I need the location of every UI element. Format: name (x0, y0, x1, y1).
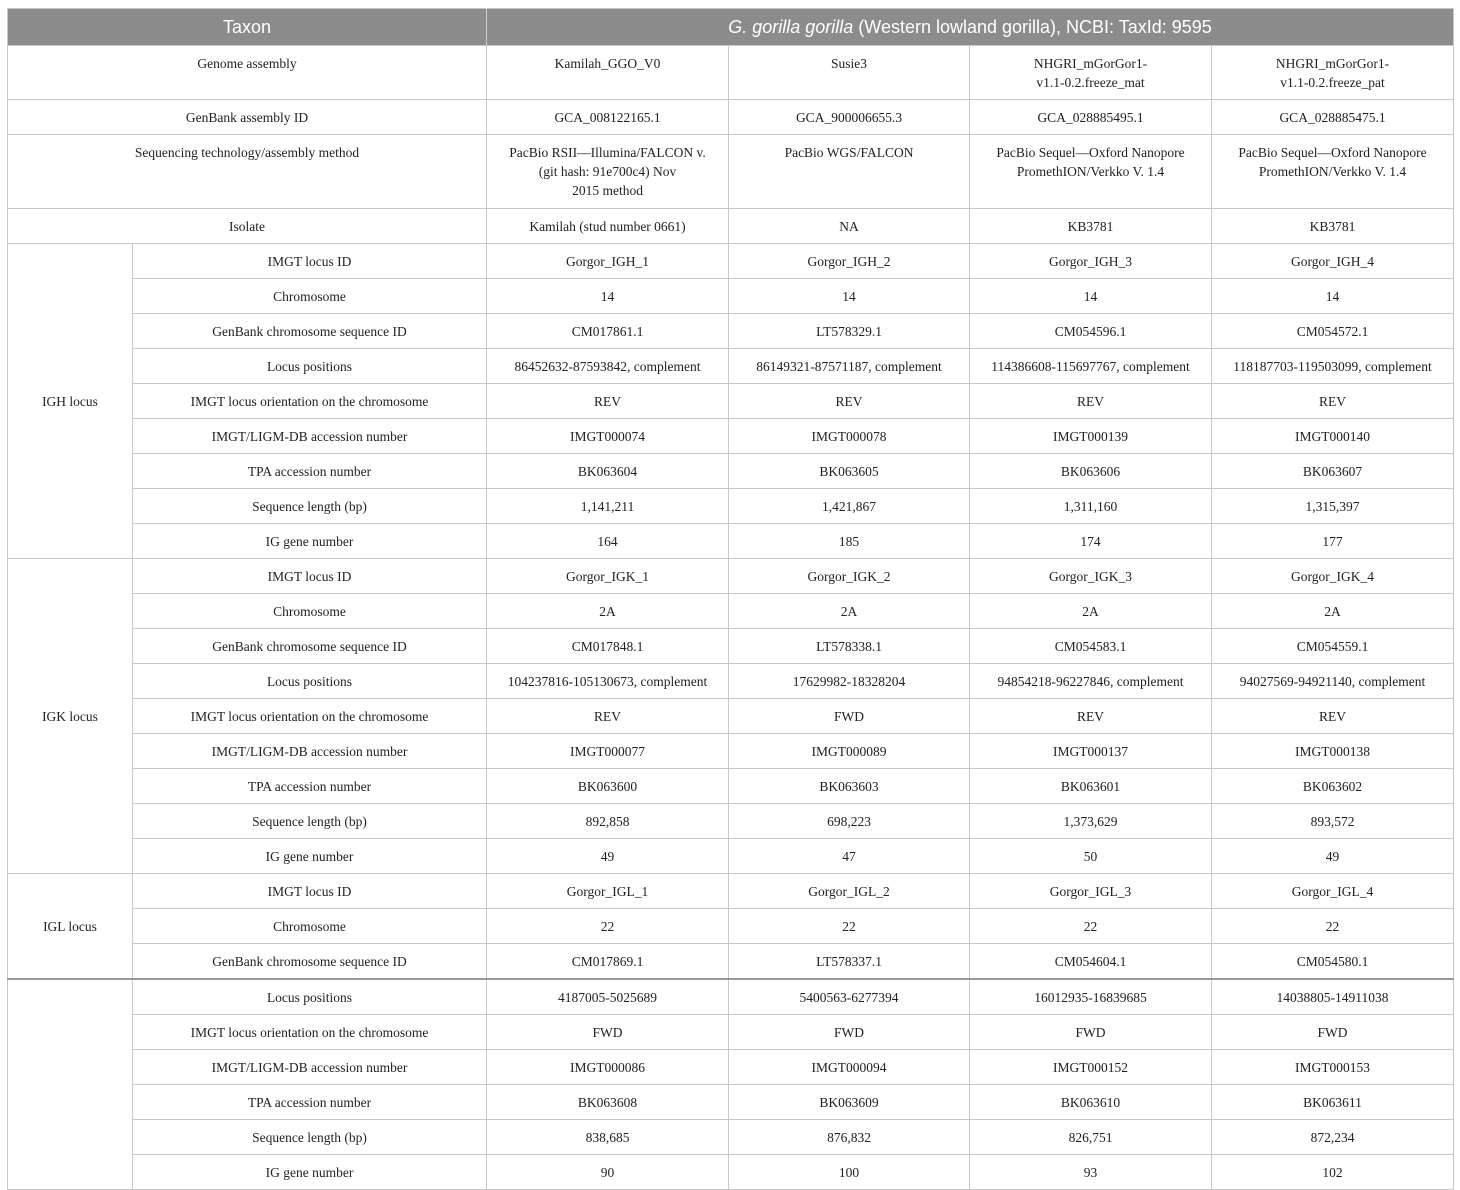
table-header-row (8, 9, 1454, 46)
row-label: Sequence length (bp) (133, 804, 487, 839)
table-cell: 892,858 (487, 804, 729, 839)
table-cell: BK063605 (729, 454, 970, 489)
table-cell: BK063600 (487, 769, 729, 804)
table-row (8, 699, 1454, 734)
table-cell: FWD (970, 1015, 1212, 1050)
table-cell: REV (729, 384, 970, 419)
table-row (8, 524, 1454, 559)
table-cell: 14 (1212, 279, 1454, 314)
table-cell: 876,832 (729, 1120, 970, 1155)
table-cell: REV (970, 384, 1212, 419)
gorilla-ig-loci-table (7, 8, 1454, 1190)
table-cell: 102 (1212, 1155, 1454, 1190)
row-label: Chromosome (133, 279, 487, 314)
table-row (8, 46, 1454, 100)
table-cell: CM054583.1 (970, 629, 1212, 664)
row-label: Locus positions (133, 349, 487, 384)
table-cell: PacBio Sequel—Oxford Nanopore PromethION/Verkko V. 1.4 (970, 135, 1212, 209)
table-cell: LT578337.1 (729, 944, 970, 980)
row-label: IMGT locus orientation on the chromosome (133, 1015, 487, 1050)
table-row (8, 979, 1454, 1015)
table-cell: 50 (970, 839, 1212, 874)
table-row (8, 594, 1454, 629)
table-row (8, 664, 1454, 699)
table-cell: 838,685 (487, 1120, 729, 1155)
row-label: IMGT locus ID (133, 244, 487, 279)
table-cell: 14 (487, 279, 729, 314)
table-cell: BK063601 (970, 769, 1212, 804)
species-header (487, 9, 1454, 46)
row-label: IG gene number (133, 1155, 487, 1190)
table-cell: BK063603 (729, 769, 970, 804)
row-label: GenBank assembly ID (8, 100, 487, 135)
table-cell: IMGT000140 (1212, 419, 1454, 454)
table-cell: FWD (729, 699, 970, 734)
table-row (8, 1155, 1454, 1190)
table-row (8, 314, 1454, 349)
table-cell: 174 (970, 524, 1212, 559)
table-cell: REV (1212, 384, 1454, 419)
table-cell: BK063607 (1212, 454, 1454, 489)
table-cell: Gorgor_IGK_4 (1212, 559, 1454, 594)
row-label: IMGT/LIGM-DB accession number (133, 419, 487, 454)
table-row (8, 734, 1454, 769)
table-cell: 1,141,211 (487, 489, 729, 524)
row-label: TPA accession number (133, 1085, 487, 1120)
table-cell: IMGT000153 (1212, 1050, 1454, 1085)
table-cell: 1,311,160 (970, 489, 1212, 524)
table-cell: 893,572 (1212, 804, 1454, 839)
table-cell: CM054572.1 (1212, 314, 1454, 349)
data-table-container (7, 8, 1453, 1190)
table-cell: IMGT000078 (729, 419, 970, 454)
table-row (8, 349, 1454, 384)
table-cell: 86149321-87571187, complement (729, 349, 970, 384)
row-label: Locus positions (133, 664, 487, 699)
table-cell: 14038805-14911038 (1212, 979, 1454, 1015)
igh-group-label: IGH locus (8, 244, 133, 559)
table-cell: 872,234 (1212, 1120, 1454, 1155)
table-cell: Kamilah (stud number 0661) (487, 209, 729, 244)
table-cell: 22 (487, 909, 729, 944)
row-label: IMGT locus orientation on the chromosome (133, 699, 487, 734)
table-cell: 118187703-119503099, complement (1212, 349, 1454, 384)
table-row (8, 279, 1454, 314)
igl-group-continuation (8, 979, 133, 1190)
table-row (8, 244, 1454, 279)
igk-group-label: IGK locus (8, 559, 133, 874)
table-cell: 94027569-94921140, complement (1212, 664, 1454, 699)
table-row (8, 384, 1454, 419)
species-details: (Western lowland gorilla), NCBI: TaxId: 9595 (853, 16, 1212, 37)
table-cell: 164 (487, 524, 729, 559)
table-cell: 1,373,629 (970, 804, 1212, 839)
table-row (8, 1085, 1454, 1120)
table-cell: IMGT000138 (1212, 734, 1454, 769)
table-cell: Gorgor_IGH_2 (729, 244, 970, 279)
table-cell: 177 (1212, 524, 1454, 559)
table-cell: KB3781 (970, 209, 1212, 244)
table-cell: BK063608 (487, 1085, 729, 1120)
table-cell: NHGRI_mGorGor1- v1.1-0.2.freeze_mat (970, 46, 1212, 100)
igl-group-label: IGL locus (8, 874, 133, 980)
row-label: Locus positions (133, 979, 487, 1015)
row-label: Chromosome (133, 594, 487, 629)
table-cell: IMGT000094 (729, 1050, 970, 1085)
table-cell: 86452632-87593842, complement (487, 349, 729, 384)
row-label: Sequence length (bp) (133, 489, 487, 524)
row-label: GenBank chromosome sequence ID (133, 314, 487, 349)
table-cell: 16012935-16839685 (970, 979, 1212, 1015)
row-label: IG gene number (133, 839, 487, 874)
table-cell: 49 (487, 839, 729, 874)
table-cell: 93 (970, 1155, 1212, 1190)
table-row (8, 100, 1454, 135)
table-cell: Kamilah_GGO_V0 (487, 46, 729, 100)
row-label: TPA accession number (133, 454, 487, 489)
table-cell: 14 (970, 279, 1212, 314)
table-cell: 1,315,397 (1212, 489, 1454, 524)
table-cell: 185 (729, 524, 970, 559)
table-cell: NA (729, 209, 970, 244)
table-cell: 114386608-115697767, complement (970, 349, 1212, 384)
table-cell: IMGT000077 (487, 734, 729, 769)
table-cell: CM017869.1 (487, 944, 729, 980)
table-cell: GCA_900006655.3 (729, 100, 970, 135)
table-cell: Gorgor_IGH_3 (970, 244, 1212, 279)
table-cell: 49 (1212, 839, 1454, 874)
table-cell: BK063610 (970, 1085, 1212, 1120)
table-row (8, 839, 1454, 874)
table-cell: 22 (1212, 909, 1454, 944)
table-cell: Susie3 (729, 46, 970, 100)
table-row (8, 559, 1454, 594)
table-cell: Gorgor_IGH_4 (1212, 244, 1454, 279)
table-cell: 2A (729, 594, 970, 629)
table-row (8, 629, 1454, 664)
table-row (8, 769, 1454, 804)
table-cell: GCA_028885475.1 (1212, 100, 1454, 135)
row-label: GenBank chromosome sequence ID (133, 629, 487, 664)
table-row (8, 209, 1454, 244)
table-body (8, 46, 1454, 1190)
table-cell: BK063611 (1212, 1085, 1454, 1120)
table-cell: 1,421,867 (729, 489, 970, 524)
table-cell: 826,751 (970, 1120, 1212, 1155)
row-label: Isolate (8, 209, 487, 244)
row-label: Genome assembly (8, 46, 487, 100)
table-cell: 94854218-96227846, complement (970, 664, 1212, 699)
table-cell: FWD (729, 1015, 970, 1050)
table-cell: REV (970, 699, 1212, 734)
table-cell: REV (487, 384, 729, 419)
row-label: GenBank chromosome sequence ID (133, 944, 487, 980)
table-cell: CM054580.1 (1212, 944, 1454, 980)
table-cell: GCA_008122165.1 (487, 100, 729, 135)
table-cell: 698,223 (729, 804, 970, 839)
table-cell: 2A (970, 594, 1212, 629)
species-name-italic: G. gorilla gorilla (728, 16, 854, 37)
row-label: IMGT locus orientation on the chromosome (133, 384, 487, 419)
table-cell: Gorgor_IGK_1 (487, 559, 729, 594)
table-cell: 22 (729, 909, 970, 944)
table-cell: 4187005-5025689 (487, 979, 729, 1015)
table-cell: PacBio Sequel—Oxford Nanopore PromethION/Verkko V. 1.4 (1212, 135, 1454, 209)
table-row (8, 419, 1454, 454)
row-label: IMGT/LIGM-DB accession number (133, 734, 487, 769)
table-row (8, 804, 1454, 839)
row-label: IMGT locus ID (133, 559, 487, 594)
table-cell: IMGT000139 (970, 419, 1212, 454)
table-row (8, 454, 1454, 489)
table-cell: 100 (729, 1155, 970, 1190)
row-label: Sequencing technology/assembly method (8, 135, 487, 209)
table-row (8, 909, 1454, 944)
table-cell: Gorgor_IGK_3 (970, 559, 1212, 594)
table-row (8, 874, 1454, 909)
table-cell: IMGT000137 (970, 734, 1212, 769)
row-label: Sequence length (bp) (133, 1120, 487, 1155)
table-cell: Gorgor_IGH_1 (487, 244, 729, 279)
table-row (8, 1050, 1454, 1085)
table-row (8, 1120, 1454, 1155)
table-cell: 22 (970, 909, 1212, 944)
table-row (8, 489, 1454, 524)
table-cell: FWD (1212, 1015, 1454, 1050)
table-cell: LT578329.1 (729, 314, 970, 349)
table-cell: REV (487, 699, 729, 734)
table-cell: CM054559.1 (1212, 629, 1454, 664)
table-cell: IMGT000152 (970, 1050, 1212, 1085)
table-cell: NHGRI_mGorGor1- v1.1-0.2.freeze_pat (1212, 46, 1454, 100)
table-cell: CM054596.1 (970, 314, 1212, 349)
table-cell: KB3781 (1212, 209, 1454, 244)
table-cell: LT578338.1 (729, 629, 970, 664)
table-cell: IMGT000074 (487, 419, 729, 454)
table-cell: 47 (729, 839, 970, 874)
table-cell: Gorgor_IGL_1 (487, 874, 729, 909)
taxon-header: Taxon (8, 9, 487, 46)
table-cell: 5400563-6277394 (729, 979, 970, 1015)
table-row (8, 1015, 1454, 1050)
table-cell: BK063602 (1212, 769, 1454, 804)
row-label: IMGT locus ID (133, 874, 487, 909)
row-label: IG gene number (133, 524, 487, 559)
table-cell: CM017848.1 (487, 629, 729, 664)
table-cell: Gorgor_IGL_3 (970, 874, 1212, 909)
table-cell: CM017861.1 (487, 314, 729, 349)
table-cell: Gorgor_IGL_2 (729, 874, 970, 909)
table-cell: REV (1212, 699, 1454, 734)
row-label: TPA accession number (133, 769, 487, 804)
table-cell: 104237816-105130673, complement (487, 664, 729, 699)
table-cell: GCA_028885495.1 (970, 100, 1212, 135)
table-cell: BK063606 (970, 454, 1212, 489)
table-cell: IMGT000089 (729, 734, 970, 769)
table-cell: CM054604.1 (970, 944, 1212, 980)
table-cell: 17629982-18328204 (729, 664, 970, 699)
table-cell: Gorgor_IGK_2 (729, 559, 970, 594)
table-row (8, 135, 1454, 209)
table-cell: PacBio WGS/FALCON (729, 135, 970, 209)
table-row (8, 944, 1454, 980)
table-cell: 2A (1212, 594, 1454, 629)
row-label: Chromosome (133, 909, 487, 944)
table-cell: PacBio RSII—Illumina/FALCON v. (git hash: 91e700c4) Nov 2015 method (487, 135, 729, 209)
table-cell: 2A (487, 594, 729, 629)
row-label: IMGT/LIGM-DB accession number (133, 1050, 487, 1085)
table-cell: BK063604 (487, 454, 729, 489)
table-cell: BK063609 (729, 1085, 970, 1120)
table-cell: 90 (487, 1155, 729, 1190)
table-cell: 14 (729, 279, 970, 314)
table-cell: Gorgor_IGL_4 (1212, 874, 1454, 909)
table-cell: IMGT000086 (487, 1050, 729, 1085)
table-cell: FWD (487, 1015, 729, 1050)
